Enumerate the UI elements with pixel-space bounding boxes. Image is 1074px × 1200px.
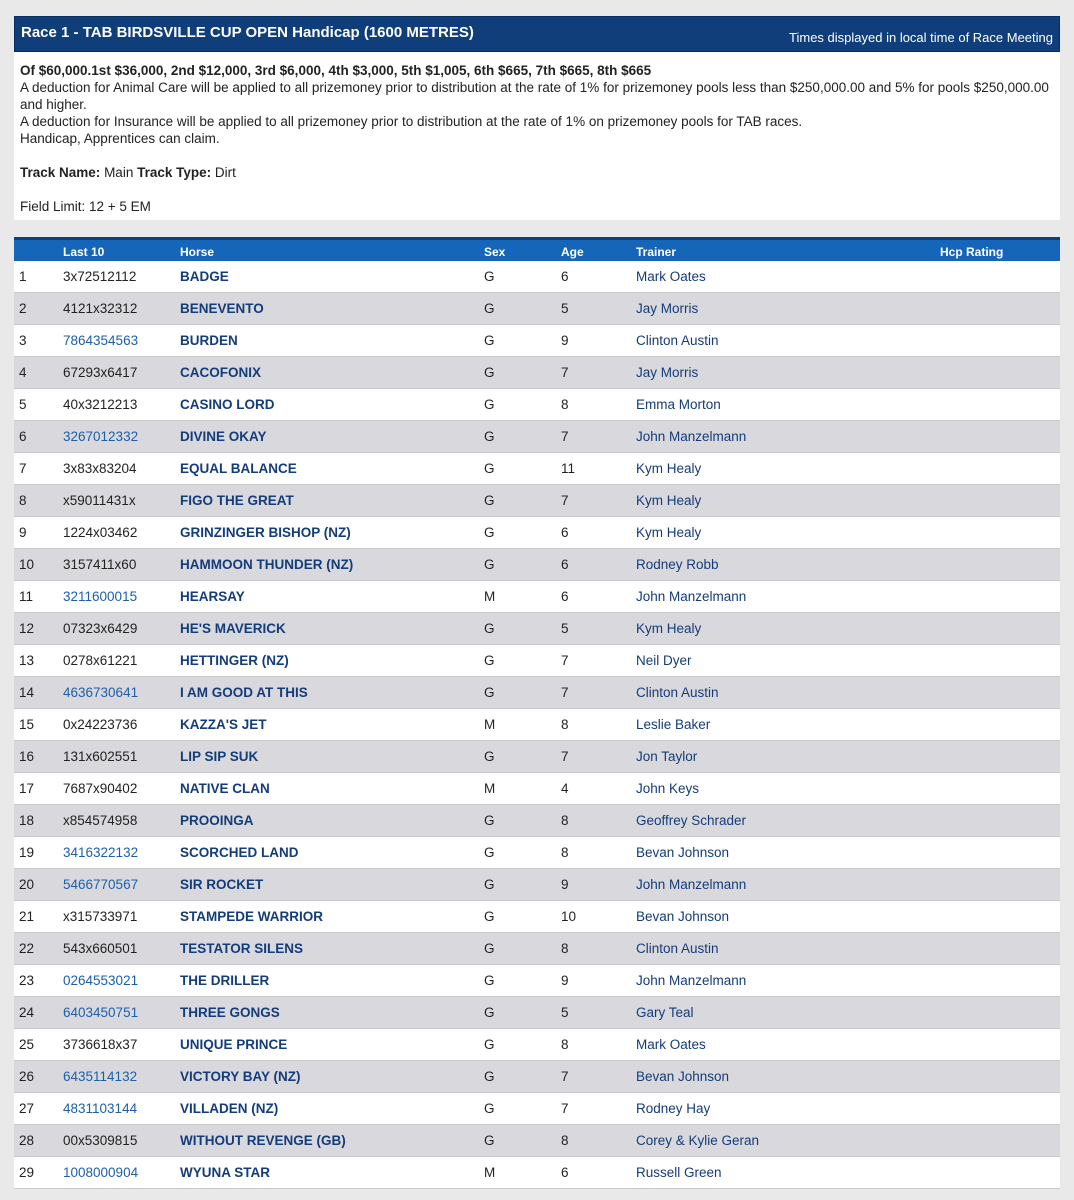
horse-age: 11 xyxy=(561,453,636,485)
runner-number: 22 xyxy=(14,933,63,965)
runner-number: 6 xyxy=(14,421,63,453)
runner-number: 12 xyxy=(14,613,63,645)
last10-form: 3736618x37 xyxy=(63,1029,180,1061)
hcp-rating xyxy=(940,933,1060,965)
col-last10-header[interactable]: Last 10 xyxy=(63,239,180,261)
last10-form[interactable]: 3211600015 xyxy=(63,581,180,613)
hcp-rating xyxy=(940,965,1060,997)
table-row xyxy=(14,357,1060,389)
last10-form: 40x3212213 xyxy=(63,389,180,421)
hcp-rating xyxy=(940,357,1060,389)
runner-number: 29 xyxy=(14,1157,63,1189)
hcp-rating xyxy=(940,485,1060,517)
col-trainer-header[interactable]: Trainer xyxy=(636,239,940,261)
horse-age: 7 xyxy=(561,1061,636,1093)
horse-sex: G xyxy=(484,549,561,581)
horse-sex: G xyxy=(484,933,561,965)
horse-sex: M xyxy=(484,709,561,741)
horse-sex: G xyxy=(484,645,561,677)
horse-name-link[interactable]: THREE GONGS xyxy=(180,997,484,1029)
runner-number: 8 xyxy=(14,485,63,517)
trainer-link[interactable]: Jay Morris xyxy=(636,357,940,389)
table-row xyxy=(14,485,1060,517)
hcp-rating xyxy=(940,869,1060,901)
horse-age: 6 xyxy=(561,1157,636,1189)
table-row xyxy=(14,741,1060,773)
horse-name-link[interactable]: WITHOUT REVENGE (GB) xyxy=(180,1125,484,1157)
horse-age: 5 xyxy=(561,293,636,325)
hcp-rating xyxy=(940,389,1060,421)
race-header xyxy=(14,16,1060,52)
last10-form: 4121x32312 xyxy=(63,293,180,325)
last10-form[interactable]: 0264553021 xyxy=(63,965,180,997)
hcp-rating xyxy=(940,1029,1060,1061)
runner-number: 21 xyxy=(14,901,63,933)
hcp-rating xyxy=(940,997,1060,1029)
trainer-link[interactable]: Kym Healy xyxy=(636,613,940,645)
col-sex-header[interactable]: Sex xyxy=(484,239,561,261)
race-info xyxy=(14,52,1060,220)
hcp-rating xyxy=(940,261,1060,293)
horse-age: 5 xyxy=(561,613,636,645)
trainer-link[interactable]: Emma Morton xyxy=(636,389,940,421)
horse-name-link[interactable]: KAZZA'S JET xyxy=(180,709,484,741)
runner-number: 19 xyxy=(14,837,63,869)
field-limit: Field Limit: 12 + 5 EM xyxy=(20,199,151,214)
insurance-note: A deduction for Insurance will be applied to all prizemoney prior to distribution at the rate of 1% on prizemoney pools for TAB races. xyxy=(20,114,803,129)
hcp-rating xyxy=(940,773,1060,805)
runner-number: 11 xyxy=(14,581,63,613)
horse-age: 6 xyxy=(561,261,636,293)
last10-form: 00x5309815 xyxy=(63,1125,180,1157)
horse-age: 5 xyxy=(561,997,636,1029)
horse-age: 6 xyxy=(561,517,636,549)
hcp-rating xyxy=(940,517,1060,549)
last10-form[interactable]: 4636730641 xyxy=(63,677,180,709)
hcp-rating xyxy=(940,581,1060,613)
table-row xyxy=(14,773,1060,805)
trainer-link[interactable]: Rodney Hay xyxy=(636,1093,940,1125)
runner-number: 24 xyxy=(14,997,63,1029)
trainer-link[interactable]: John Manzelmann xyxy=(636,869,940,901)
horse-age: 7 xyxy=(561,1093,636,1125)
table-row xyxy=(14,421,1060,453)
horse-name-link[interactable]: VILLADEN (NZ) xyxy=(180,1093,484,1125)
trainer-link[interactable]: John Keys xyxy=(636,773,940,805)
last10-form: 7687x90402 xyxy=(63,773,180,805)
field-table xyxy=(14,237,1060,1189)
trainer-link[interactable]: Gary Teal xyxy=(636,997,940,1029)
last10-form[interactable]: 6403450751 xyxy=(63,997,180,1029)
horse-sex: G xyxy=(484,997,561,1029)
col-number-header xyxy=(14,239,63,261)
horse-sex: G xyxy=(484,325,561,357)
horse-name-link[interactable]: HE'S MAVERICK xyxy=(180,613,484,645)
last10-form: x854574958 xyxy=(63,805,180,837)
horse-name-link[interactable]: VICTORY BAY (NZ) xyxy=(180,1061,484,1093)
horse-name-link[interactable]: SIR ROCKET xyxy=(180,869,484,901)
col-age-header[interactable]: Age xyxy=(561,239,636,261)
hcp-rating xyxy=(940,901,1060,933)
hcp-rating xyxy=(940,677,1060,709)
animal-care-note: A deduction for Animal Care will be applied to all prizemoney prior to distribution at the rate of 1% for prizemoney pools less than $250,000.00 and 5% for pools $250,000.00 and higher. xyxy=(20,80,1049,112)
hcp-rating xyxy=(940,1093,1060,1125)
horse-name-link[interactable]: BADGE xyxy=(180,261,484,293)
hcp-rating xyxy=(940,293,1060,325)
horse-name-link[interactable]: DIVINE OKAY xyxy=(180,421,484,453)
horse-age: 8 xyxy=(561,1029,636,1061)
runner-number: 5 xyxy=(14,389,63,421)
horse-sex: G xyxy=(484,677,561,709)
horse-age: 6 xyxy=(561,581,636,613)
trainer-link[interactable]: Clinton Austin xyxy=(636,933,940,965)
table-row xyxy=(14,837,1060,869)
track-info xyxy=(20,164,1054,181)
runner-number: 10 xyxy=(14,549,63,581)
table-row xyxy=(14,1061,1060,1093)
last10-form[interactable]: 4831103144 xyxy=(63,1093,180,1125)
track-name: Main xyxy=(104,165,134,180)
horse-name-link[interactable]: BURDEN xyxy=(180,325,484,357)
table-row xyxy=(14,325,1060,357)
last10-form: x59011431x xyxy=(63,485,180,517)
horse-sex: G xyxy=(484,965,561,997)
horse-sex: M xyxy=(484,773,561,805)
horse-sex: G xyxy=(484,357,561,389)
times-note: Times displayed in local time of Race Meeting xyxy=(789,30,1053,45)
table-row xyxy=(14,869,1060,901)
last10-form: 0x24223736 xyxy=(63,709,180,741)
trainer-link[interactable]: Rodney Robb xyxy=(636,549,940,581)
hcp-rating xyxy=(940,549,1060,581)
last10-form: 07323x6429 xyxy=(63,613,180,645)
trainer-link[interactable]: Corey & Kylie Geran xyxy=(636,1125,940,1157)
runner-number: 26 xyxy=(14,1061,63,1093)
horse-sex: G xyxy=(484,485,561,517)
horse-name-link[interactable]: TESTATOR SILENS xyxy=(180,933,484,965)
runner-number: 25 xyxy=(14,1029,63,1061)
runner-number: 16 xyxy=(14,741,63,773)
horse-name-link[interactable]: GRINZINGER BISHOP (NZ) xyxy=(180,517,484,549)
runner-number: 27 xyxy=(14,1093,63,1125)
track-name-label: Track Name: xyxy=(20,165,101,180)
table-row xyxy=(14,1029,1060,1061)
horse-name-link[interactable]: SCORCHED LAND xyxy=(180,837,484,869)
prize-money: Of $60,000.1st $36,000, 2nd $12,000, 3rd $6,000, 4th $3,000, 5th $1,005, 6th $665, 7th $665, 8th $665 xyxy=(20,63,652,78)
table-row xyxy=(14,549,1060,581)
runner-number: 13 xyxy=(14,645,63,677)
horse-name-link[interactable]: HEARSAY xyxy=(180,581,484,613)
horse-name-link[interactable]: CACOFONIX xyxy=(180,357,484,389)
trainer-link[interactable]: Leslie Baker xyxy=(636,709,940,741)
track-type: Dirt xyxy=(214,165,236,180)
trainer-link[interactable]: Neil Dyer xyxy=(636,645,940,677)
runner-number: 2 xyxy=(14,293,63,325)
trainer-link[interactable]: Kym Healy xyxy=(636,453,940,485)
table-row xyxy=(14,389,1060,421)
horse-sex: M xyxy=(484,581,561,613)
horse-age: 8 xyxy=(561,837,636,869)
horse-sex: G xyxy=(484,261,561,293)
trainer-link[interactable]: Jon Taylor xyxy=(636,741,940,773)
horse-age: 7 xyxy=(561,741,636,773)
trainer-link[interactable]: Geoffrey Schrader xyxy=(636,805,940,837)
horse-sex: G xyxy=(484,517,561,549)
horse-sex: G xyxy=(484,389,561,421)
hcp-rating xyxy=(940,805,1060,837)
table-row xyxy=(14,933,1060,965)
horse-name-link[interactable]: THE DRILLER xyxy=(180,965,484,997)
race-title: Race 1 - TAB BIRDSVILLE CUP OPEN Handicap (1600 METRES) xyxy=(21,24,474,41)
trainer-link[interactable]: Jay Morris xyxy=(636,293,940,325)
table-row xyxy=(14,293,1060,325)
trainer-link[interactable]: John Manzelmann xyxy=(636,581,940,613)
runner-number: 17 xyxy=(14,773,63,805)
horse-age: 7 xyxy=(561,645,636,677)
trainer-link[interactable]: Clinton Austin xyxy=(636,325,940,357)
col-hcp-header[interactable]: Hcp Rating xyxy=(940,239,1060,261)
horse-age: 8 xyxy=(561,389,636,421)
table-row xyxy=(14,1157,1060,1189)
last10-form[interactable]: 3267012332 xyxy=(63,421,180,453)
horse-name-link[interactable]: I AM GOOD AT THIS xyxy=(180,677,484,709)
last10-form: 67293x6417 xyxy=(63,357,180,389)
table-row xyxy=(14,1125,1060,1157)
table-row xyxy=(14,677,1060,709)
table-header-row xyxy=(14,239,1060,261)
table-row xyxy=(14,901,1060,933)
horse-sex: G xyxy=(484,1029,561,1061)
runner-number: 28 xyxy=(14,1125,63,1157)
table-row xyxy=(14,709,1060,741)
horse-age: 7 xyxy=(561,485,636,517)
trainer-link[interactable]: Mark Oates xyxy=(636,261,940,293)
hcp-rating xyxy=(940,421,1060,453)
hcp-rating xyxy=(940,453,1060,485)
horse-age: 8 xyxy=(561,805,636,837)
horse-age: 9 xyxy=(561,869,636,901)
horse-sex: G xyxy=(484,1061,561,1093)
horse-name-link[interactable]: FIGO THE GREAT xyxy=(180,485,484,517)
hcp-rating xyxy=(940,645,1060,677)
table-row xyxy=(14,965,1060,997)
horse-age: 8 xyxy=(561,1125,636,1157)
table-row xyxy=(14,261,1060,293)
last10-form: 3x72512112 xyxy=(63,261,180,293)
runner-number: 1 xyxy=(14,261,63,293)
trainer-link[interactable]: Bevan Johnson xyxy=(636,837,940,869)
horse-sex: G xyxy=(484,421,561,453)
table-row xyxy=(14,581,1060,613)
table-row xyxy=(14,517,1060,549)
horse-name-link[interactable]: STAMPEDE WARRIOR xyxy=(180,901,484,933)
horse-sex: G xyxy=(484,613,561,645)
trainer-link[interactable]: Mark Oates xyxy=(636,1029,940,1061)
race-panel xyxy=(14,16,1060,1189)
last10-form: 543x660501 xyxy=(63,933,180,965)
horse-age: 10 xyxy=(561,901,636,933)
table-row xyxy=(14,1093,1060,1125)
horse-name-link[interactable]: EQUAL BALANCE xyxy=(180,453,484,485)
horse-sex: M xyxy=(484,1157,561,1189)
table-row xyxy=(14,453,1060,485)
trainer-link[interactable]: John Manzelmann xyxy=(636,965,940,997)
trainer-link[interactable]: Russell Green xyxy=(636,1157,940,1189)
last10-form[interactable]: 7864354563 xyxy=(63,325,180,357)
race-conditions: Handicap, Apprentices can claim. xyxy=(20,131,220,146)
hcp-rating xyxy=(940,325,1060,357)
horse-age: 8 xyxy=(561,709,636,741)
horse-sex: G xyxy=(484,805,561,837)
horse-age: 4 xyxy=(561,773,636,805)
hcp-rating xyxy=(940,709,1060,741)
hcp-rating xyxy=(940,741,1060,773)
last10-form: 131x602551 xyxy=(63,741,180,773)
last10-form: 1224x03462 xyxy=(63,517,180,549)
runner-number: 3 xyxy=(14,325,63,357)
trainer-link[interactable]: Kym Healy xyxy=(636,485,940,517)
horse-sex: G xyxy=(484,901,561,933)
horse-age: 7 xyxy=(561,421,636,453)
hcp-rating xyxy=(940,613,1060,645)
horse-age: 9 xyxy=(561,965,636,997)
last10-form[interactable]: 5466770567 xyxy=(63,869,180,901)
horse-name-link[interactable]: HAMMOON THUNDER (NZ) xyxy=(180,549,484,581)
hcp-rating xyxy=(940,837,1060,869)
horse-age: 9 xyxy=(561,325,636,357)
runner-number: 14 xyxy=(14,677,63,709)
horse-sex: G xyxy=(484,293,561,325)
horse-age: 7 xyxy=(561,677,636,709)
horse-sex: G xyxy=(484,1125,561,1157)
trainer-link[interactable]: Clinton Austin xyxy=(636,677,940,709)
last10-form: 3157411x60 xyxy=(63,549,180,581)
horse-name-link[interactable]: PROOINGA xyxy=(180,805,484,837)
trainer-link[interactable]: Bevan Johnson xyxy=(636,901,940,933)
horse-age: 6 xyxy=(561,549,636,581)
runner-number: 4 xyxy=(14,357,63,389)
last10-form: 0278x61221 xyxy=(63,645,180,677)
horse-name-link[interactable]: NATIVE CLAN xyxy=(180,773,484,805)
runner-number: 7 xyxy=(14,453,63,485)
horse-sex: G xyxy=(484,741,561,773)
hcp-rating xyxy=(940,1125,1060,1157)
col-horse-header[interactable]: Horse xyxy=(180,239,484,261)
horse-age: 7 xyxy=(561,357,636,389)
horse-name-link[interactable]: HETTINGER (NZ) xyxy=(180,645,484,677)
last10-form[interactable]: 1008000904 xyxy=(63,1157,180,1189)
horse-name-link[interactable]: LIP SIP SUK xyxy=(180,741,484,773)
last10-form[interactable]: 6435114132 xyxy=(63,1061,180,1093)
table-row xyxy=(14,645,1060,677)
runner-number: 20 xyxy=(14,869,63,901)
table-row xyxy=(14,997,1060,1029)
horse-name-link[interactable]: UNIQUE PRINCE xyxy=(180,1029,484,1061)
trainer-link[interactable]: John Manzelmann xyxy=(636,421,940,453)
horse-name-link[interactable]: WYUNA STAR xyxy=(180,1157,484,1189)
horse-name-link[interactable]: BENEVENTO xyxy=(180,293,484,325)
hcp-rating xyxy=(940,1157,1060,1189)
last10-form: x315733971 xyxy=(63,901,180,933)
runner-number: 15 xyxy=(14,709,63,741)
table-row xyxy=(14,805,1060,837)
runner-number: 18 xyxy=(14,805,63,837)
runner-number: 23 xyxy=(14,965,63,997)
track-type-label: Track Type: xyxy=(137,165,212,180)
trainer-link[interactable]: Bevan Johnson xyxy=(636,1061,940,1093)
horse-sex: G xyxy=(484,453,561,485)
table-row xyxy=(14,613,1060,645)
last10-form: 3x83x83204 xyxy=(63,453,180,485)
horse-sex: G xyxy=(484,837,561,869)
horse-sex: G xyxy=(484,869,561,901)
trainer-link[interactable]: Kym Healy xyxy=(636,517,940,549)
hcp-rating xyxy=(940,1061,1060,1093)
horse-age: 8 xyxy=(561,933,636,965)
horse-sex: G xyxy=(484,1093,561,1125)
runner-number: 9 xyxy=(14,517,63,549)
horse-name-link[interactable]: CASINO LORD xyxy=(180,389,484,421)
last10-form[interactable]: 3416322132 xyxy=(63,837,180,869)
